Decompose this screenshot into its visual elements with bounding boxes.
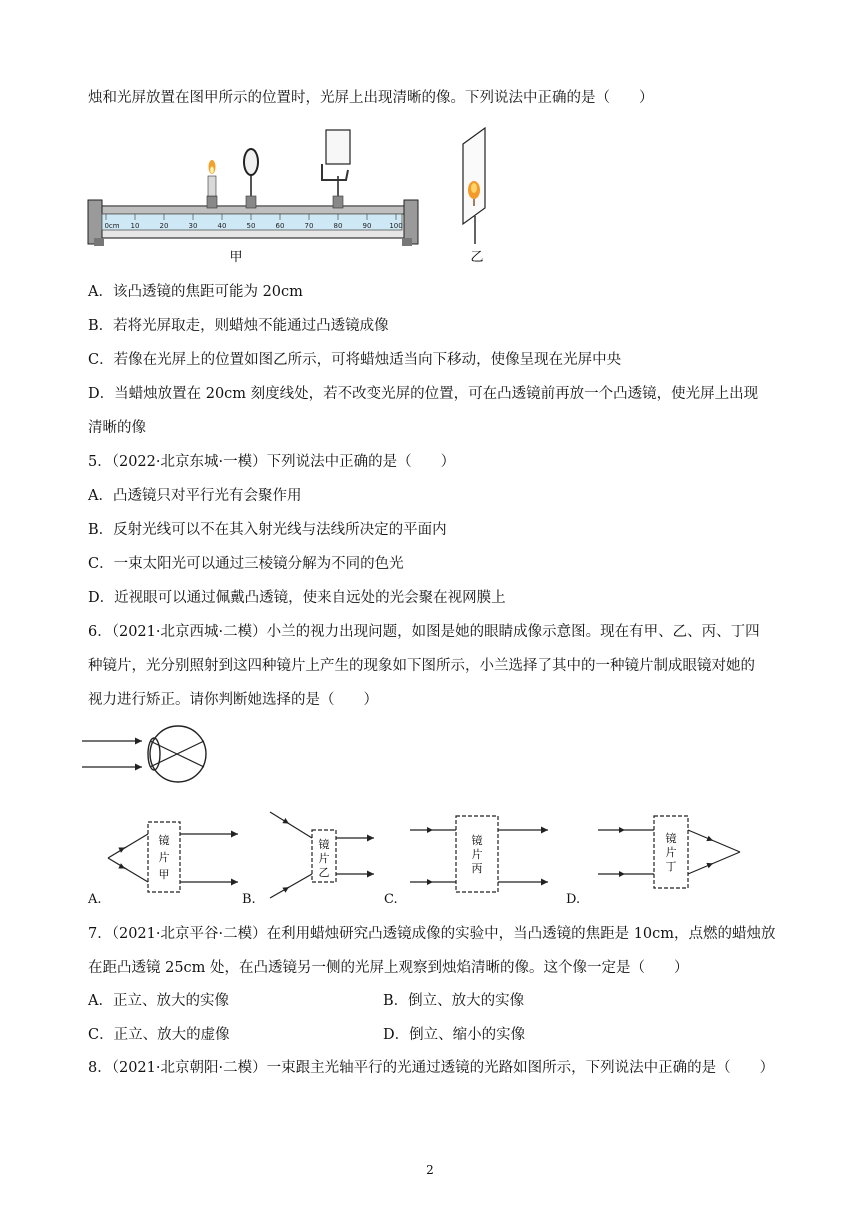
q6-option-c-label: C. bbox=[384, 892, 398, 907]
q5-stem: 5．（2022·北京东城·一模）下列说法中正确的是（ ） bbox=[88, 454, 456, 470]
svg-text:片: 片 bbox=[471, 848, 483, 861]
svg-text:甲: 甲 bbox=[158, 868, 170, 881]
lens-ding-diagram bbox=[594, 812, 744, 896]
figure-jia-label: 甲 bbox=[229, 249, 243, 264]
q5-option-a: A．凸透镜只对平行光有会聚作用 bbox=[88, 488, 302, 504]
ruler-tick-label: 80 bbox=[333, 222, 343, 230]
q7-stem-line1: 7．（2021·北京平谷·二模）在利用蜡烛研究凸透镜成像的实验中，当凸透镜的焦距是 10cm，点燃的蜡烛放 bbox=[88, 926, 776, 942]
q7-option-c: C．正立、放大的虚像 bbox=[88, 1027, 230, 1043]
ruler-tick-label: 0cm bbox=[104, 222, 120, 230]
eye-diagram bbox=[80, 724, 220, 786]
q6-option-d-label: D. bbox=[566, 892, 581, 907]
q7-option-b: B．倒立、放大的实像 bbox=[383, 993, 525, 1009]
q7-option-d: D．倒立、缩小的实像 bbox=[383, 1027, 526, 1043]
ruler-tick-label: 90 bbox=[362, 222, 372, 230]
q5-option-b: B．反射光线可以不在其入射光线与法线所决定的平面内 bbox=[88, 522, 447, 538]
lens-jia-diagram bbox=[104, 818, 244, 900]
ruler-tick-label: 20 bbox=[159, 222, 169, 230]
ruler-tick-label: 30 bbox=[188, 222, 198, 230]
q6-option-a-label: A. bbox=[88, 892, 102, 907]
ruler-tick-label: 10 bbox=[130, 222, 140, 230]
q6-option-b-label: B. bbox=[242, 892, 256, 907]
page-number: 2 bbox=[426, 1163, 434, 1177]
ruler-tick-label: 40 bbox=[217, 222, 227, 230]
q4-option-c: C．若像在光屏上的位置如图乙所示，可将蜡烛适当向下移动，使像呈现在光屏中央 bbox=[88, 352, 622, 368]
ruler-tick-label: 50 bbox=[246, 222, 256, 230]
lens-bing-diagram bbox=[406, 812, 552, 896]
ruler-tick-label: 70 bbox=[304, 222, 314, 230]
q6-stem-line2: 种镜片，光分别照射到这四种镜片上产生的现象如下图所示，小兰选择了其中的一种镜片制成眼镜对她的 bbox=[88, 658, 755, 674]
q5-option-d: D．近视眼可以通过佩戴凸透镜，使来自远处的光会聚在视网膜上 bbox=[88, 590, 506, 606]
svg-text:片: 片 bbox=[158, 851, 170, 864]
svg-text:镜: 镜 bbox=[665, 832, 677, 845]
svg-text:镜: 镜 bbox=[318, 838, 330, 851]
screen-image-figure bbox=[455, 124, 505, 266]
svg-text:镜: 镜 bbox=[471, 834, 483, 847]
optical-bench-figure bbox=[86, 126, 421, 266]
q4-option-b: B．若将光屏取走，则蜡烛不能通过凸透镜成像 bbox=[88, 318, 389, 334]
svg-text:乙: 乙 bbox=[318, 866, 330, 879]
svg-text:丙: 丙 bbox=[471, 862, 483, 875]
ruler-tick-label: 60 bbox=[275, 222, 285, 230]
q4-option-a: A．该凸透镜的焦距可能为 20cm bbox=[88, 284, 303, 300]
q7-option-a: A．正立、放大的实像 bbox=[88, 993, 229, 1009]
q4-stem-continued: 烛和光屏放置在图甲所示的位置时，光屏上出现清晰的像。下列说法中正确的是（ ） bbox=[88, 90, 654, 106]
q8-stem: 8．（2021·北京朝阳·二模）一束跟主光轴平行的光通过透镜的光路如图所示，下列说法中正确的是（ ） bbox=[88, 1060, 775, 1076]
figure-yi-label: 乙 bbox=[470, 249, 484, 264]
q5-option-c: C．一束太阳光可以通过三棱镜分解为不同的色光 bbox=[88, 556, 404, 572]
svg-text:片: 片 bbox=[318, 852, 330, 865]
svg-text:丁: 丁 bbox=[665, 860, 677, 873]
q7-stem-line2: 在距凸透镜 25cm 处，在凸透镜另一侧的光屏上观察到烛焰清晰的像。这个像一定是（ ） bbox=[88, 960, 689, 976]
q4-option-d: D．当蜡烛放置在 20cm 刻度线处，若不改变光屏的位置，可在凸透镜前再放一个凸透镜，使光屏上出现 bbox=[88, 386, 759, 402]
svg-text:镜: 镜 bbox=[158, 834, 170, 847]
q6-stem-line3: 视力进行矫正。请你判断她选择的是（ ） bbox=[88, 692, 378, 708]
svg-text:片: 片 bbox=[665, 846, 677, 859]
ruler-tick-label: 100 bbox=[389, 222, 403, 230]
lens-yi-diagram bbox=[266, 808, 378, 902]
q6-stem-line1: 6．（2021·北京西城·二模）小兰的视力出现问题，如图是她的眼睛成像示意图。现在有甲、乙、丙、丁四 bbox=[88, 624, 760, 640]
q4-option-d-continued: 清晰的像 bbox=[88, 420, 146, 436]
